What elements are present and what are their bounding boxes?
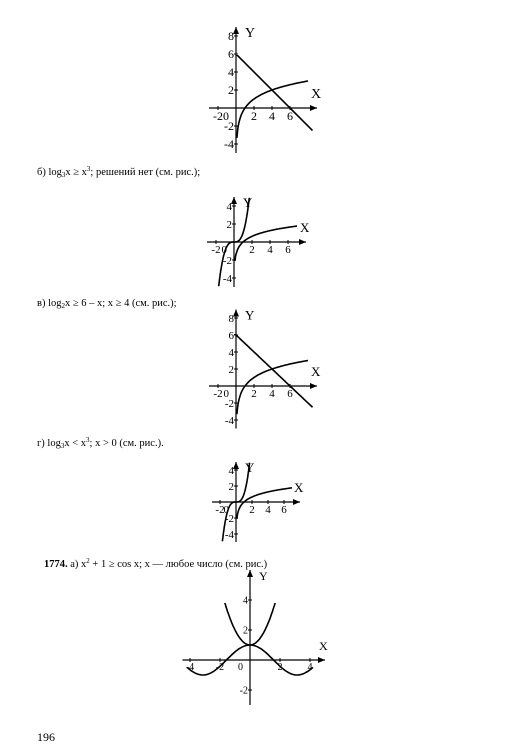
y-tick-label: -4 — [222, 272, 232, 285]
y-tick-label: -4 — [224, 528, 234, 541]
x-tick-label: 2 — [251, 109, 257, 123]
x-tick-label: 0 — [221, 244, 227, 256]
x-tick-label: -2 — [213, 388, 223, 400]
y-tick-label: -2 — [224, 119, 234, 134]
y-axis-label: Y — [259, 569, 268, 583]
x-tick-label: 4 — [269, 388, 275, 400]
x-tick-label: 0 — [223, 504, 229, 516]
y-tick-label: 4 — [228, 464, 234, 477]
x-axis-label: X — [294, 480, 304, 495]
y-axis-arrow — [247, 570, 253, 577]
y-tick-label: 8 — [228, 312, 234, 325]
y-tick-label: -2 — [239, 685, 248, 697]
x-tick-label: 0 — [223, 109, 229, 123]
y-tick-label: 4 — [243, 595, 248, 607]
y-tick-label: 4 — [226, 200, 232, 213]
y-tick-label: 2 — [228, 83, 234, 98]
y-tick-label: 4 — [228, 346, 234, 359]
y-tick-label: 4 — [228, 65, 234, 80]
x-tick-label: 2 — [249, 244, 255, 256]
x-tick-label: 4 — [265, 504, 271, 516]
y-axis-label: Y — [245, 460, 255, 475]
y-tick-label: 6 — [228, 329, 234, 342]
y-tick-label: -2 — [224, 397, 234, 410]
x-tick-label: 6 — [281, 504, 287, 516]
page-number: 196 — [37, 730, 55, 744]
x-axis-label: X — [300, 220, 310, 235]
x-axis-arrow — [318, 657, 325, 663]
y-tick-label: -4 — [224, 414, 234, 427]
x-tick-label: -2 — [215, 504, 225, 516]
y-tick-label: 2 — [228, 480, 234, 493]
y-tick-label: -4 — [224, 137, 234, 152]
x-tick-label: 4 — [307, 662, 313, 673]
x-axis-label: X — [311, 364, 321, 379]
x-tick-label: 6 — [287, 109, 293, 123]
x-tick-label: -4 — [185, 662, 195, 673]
x-tick-label: 2 — [249, 504, 255, 516]
x-tick-label: -2 — [213, 109, 223, 123]
y-axis-label: Y — [245, 307, 255, 323]
x-tick-label: -2 — [215, 662, 225, 673]
x-tick-label: 2 — [251, 388, 257, 400]
y-tick-label: 8 — [228, 29, 234, 44]
x-tick-label: 0 — [223, 388, 229, 400]
x-tick-label: 6 — [285, 244, 291, 256]
y-tick-label: 2 — [226, 218, 232, 231]
x-tick-label: 4 — [267, 244, 273, 256]
x-tick-label: 0 — [238, 662, 243, 673]
caption-g: г) $\log_3x < x^3$; x > 0 (см. рис.). — [37, 436, 164, 450]
x-tick-label: 4 — [269, 109, 275, 123]
y-tick-label: -2 — [222, 254, 232, 267]
x-tick-label: -2 — [211, 244, 221, 256]
caption-v: в) $\log_2x \ge 6 - x$; x ≥ 4 (см. рис.); — [37, 298, 177, 310]
y-tick-label: 2 — [243, 625, 248, 637]
y-tick-label: 6 — [228, 47, 234, 62]
x-axis-label: X — [319, 639, 328, 653]
caption-b: б) $\log_3x \ge x^3$; решений нет (см. рис.); — [37, 165, 201, 179]
x-tick-label: 2 — [277, 662, 283, 673]
x-tick-label: 6 — [287, 388, 293, 400]
caption-1774: 1774. а) $x^2 + 1 \ge \cos x$; x — любое число (см. рис.) — [44, 557, 268, 570]
y-axis-label: Y — [245, 26, 256, 41]
y-axis-label: Y — [243, 195, 253, 210]
y-tick-label: -2 — [224, 512, 234, 525]
x-axis-label: X — [311, 87, 322, 102]
y-tick-label: 2 — [228, 363, 234, 376]
